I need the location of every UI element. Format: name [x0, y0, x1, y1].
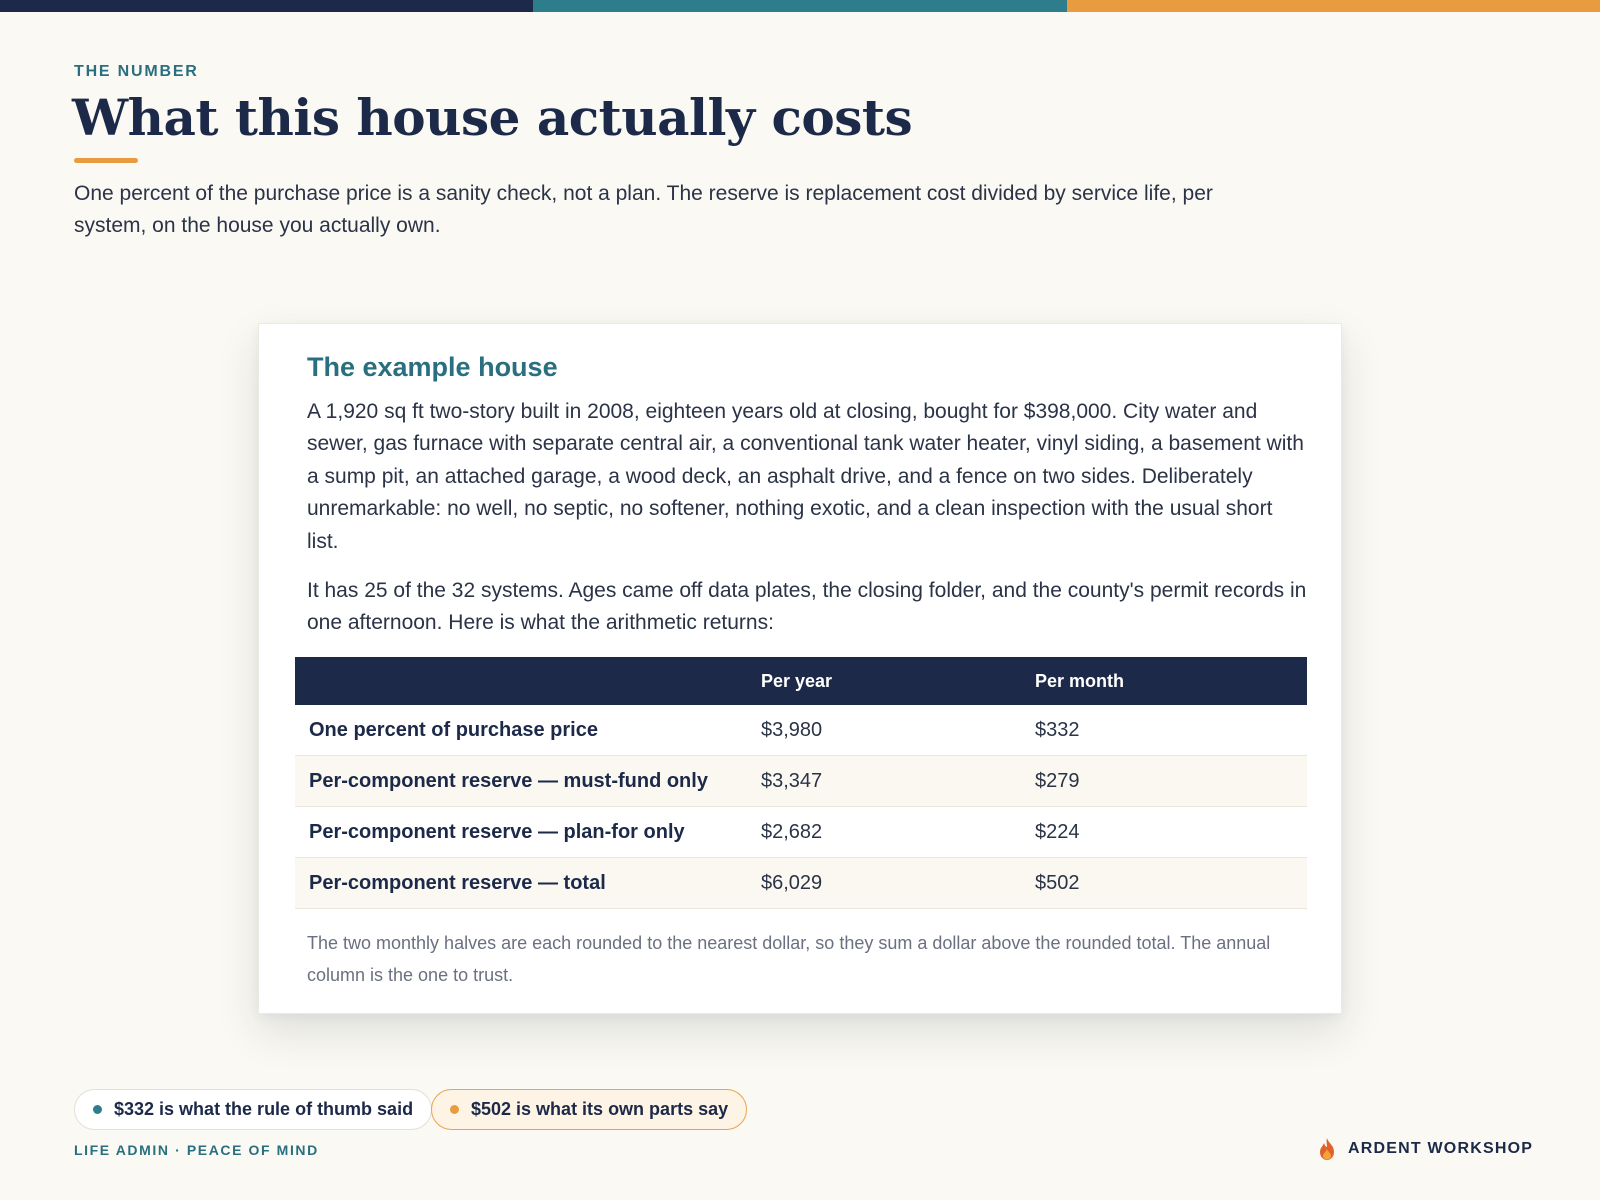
row-label: Per-component reserve — must-fund only — [309, 769, 708, 792]
table-header-per-year: Per year — [761, 670, 833, 691]
top-bar-teal-segment — [533, 0, 1066, 12]
table-footnote: The two monthly halves are each rounded to the nearest dollar, so they sum a dollar above the rounded total. The annual column is the one to trust. — [307, 933, 1271, 985]
row-per-month: $224 — [1035, 820, 1080, 843]
eyebrow-label: THE NUMBER — [74, 63, 199, 80]
pill-text: $332 is what the rule of thumb said — [114, 1099, 414, 1119]
footer-category-label: LIFE ADMIN · PEACE OF MIND — [74, 1142, 319, 1158]
orange-dot-icon — [450, 1105, 459, 1114]
title-underline — [74, 158, 138, 163]
brand-name: ARDENT WORKSHOP — [1348, 1140, 1534, 1157]
lede-paragraph: One percent of the purchase price is a sanity check, not a plan. The reserve is replacement cost divided by service life, per system, on the house you actually own. — [74, 182, 1213, 237]
pill-text: $502 is what its own parts say — [471, 1099, 729, 1119]
row-label: Per-component reserve — total — [309, 871, 606, 894]
top-bar-navy-segment — [0, 0, 533, 12]
row-per-month: $332 — [1035, 718, 1080, 741]
callout-pill-own-parts — [431, 1089, 747, 1130]
table-row — [295, 705, 1307, 756]
row-label: One percent of purchase price — [309, 718, 598, 741]
card-paragraph-description: A 1,920 sq ft two-story built in 2008, eighteen years old at closing, bought for $398,000. City water and sewer, gas furnace with separate central air, a conventional tank water heater, vinyl siding, a basement with a sump pit, an attached garage, a wood deck, an asphalt drive, and a fence on two sides. Deliberately unremarkable: no well, no septic, no softener, nothing exotic, and a clean inspection with the usual short list. — [307, 400, 1304, 553]
table-header-per-month: Per month — [1035, 670, 1125, 691]
row-per-year: $2,682 — [761, 820, 823, 843]
row-label: Per-component reserve — plan-for only — [309, 820, 685, 843]
callout-pill-rule-of-thumb — [74, 1089, 432, 1130]
table-row — [295, 756, 1307, 807]
row-per-month: $502 — [1035, 871, 1080, 894]
example-house-card — [258, 323, 1342, 1014]
table-row — [295, 858, 1307, 909]
row-per-year: $6,029 — [761, 871, 823, 894]
row-per-year: $3,347 — [761, 769, 823, 792]
row-per-month: $279 — [1035, 769, 1080, 792]
table-row — [295, 807, 1307, 858]
flame-icon — [1316, 1137, 1338, 1161]
top-bar-orange-segment — [1067, 0, 1600, 12]
row-per-year: $3,980 — [761, 718, 823, 741]
table-header-row — [295, 657, 1307, 705]
teal-dot-icon — [93, 1105, 102, 1114]
card-title: The example house — [307, 352, 558, 382]
top-color-bar — [0, 0, 1600, 12]
page-title: What this house actually costs — [72, 88, 913, 147]
card-paragraph-systems: It has 25 of the 32 systems. Ages came off data plates, the closing folder, and the county's permit records in one afternoon. Here is what the arithmetic returns: — [307, 579, 1307, 635]
cost-table — [295, 657, 1307, 909]
brand-lockup — [1316, 1137, 1533, 1161]
